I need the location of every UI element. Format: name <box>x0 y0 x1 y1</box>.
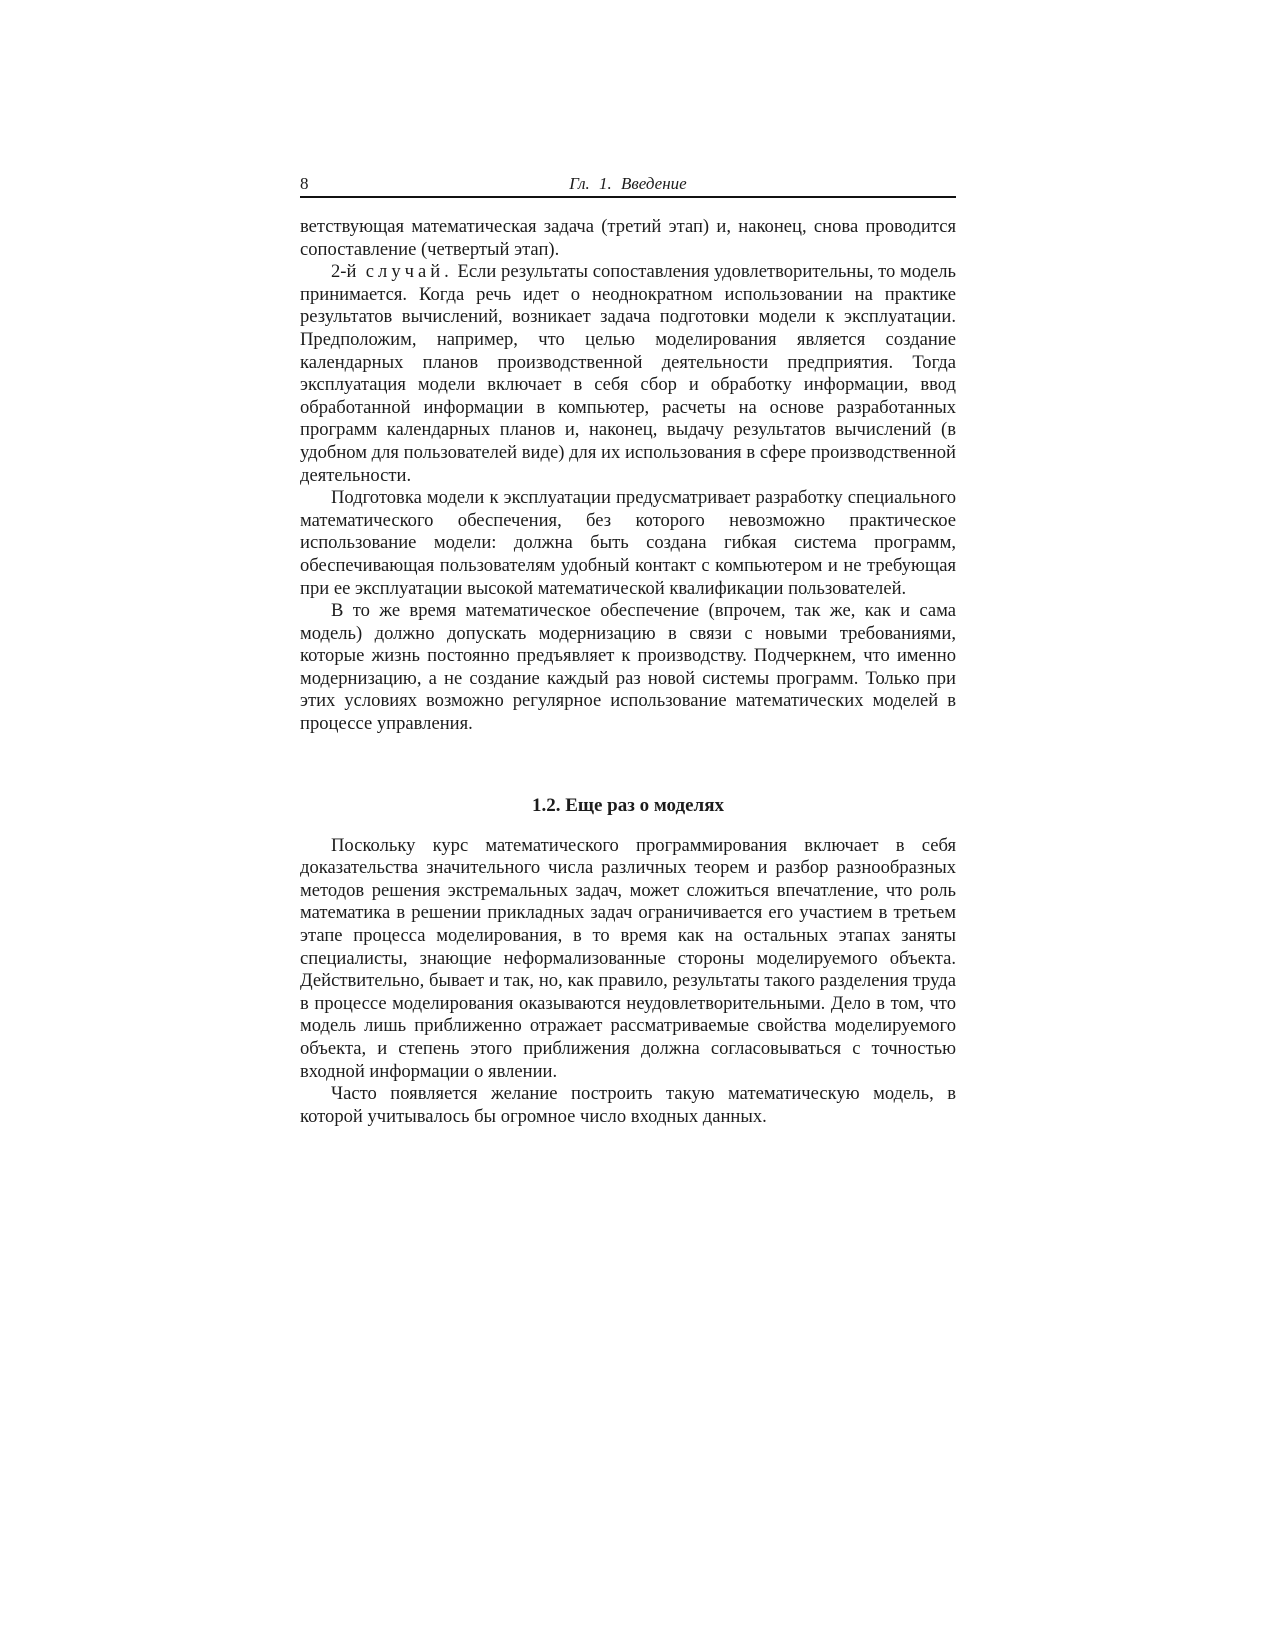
section-heading <box>300 793 956 819</box>
paragraph-continuation: ветствующая математическая задача (третий этап) и, наконец, снова проводится сопоставление (четвертый этап). <box>300 216 956 260</box>
running-header <box>300 170 956 198</box>
case-number: 2-й <box>331 261 357 283</box>
section-number: 1.2. <box>532 794 561 816</box>
paragraph-case-2 <box>300 261 956 487</box>
paragraph: Подготовка модели к эксплуатации предусматривает разработку специального математического обеспечения, без которого невозможно практическое использование модели: должна быть создана гибкая система программ, обеспечивающая пользователям удобный контакт с компьютером и не требующая при ее эксплуатации высокой математической квалификации пользователей. <box>300 487 956 599</box>
page-number: 8 <box>300 174 309 193</box>
paragraph: В то же время математическое обеспечение (впрочем, так же, как и сама модель) должно допускать модернизацию в связи с новыми требованиями, которые жизнь постоянно предъявляет к производству. Подчеркнем, что именно модернизацию, а не создание каждый раз новой системы программ. Только при этих условиях возможно регулярное использование математических моделей в процессе управления. <box>300 600 956 735</box>
paragraph: Часто появляется желание построить такую математическую модель, в которой учитывалось бы огромное число входных данных. <box>300 1083 956 1127</box>
book-page <box>300 170 956 1128</box>
case-text: Если результаты сопоставления удовлетворительны, то модель принимается. Когда речь идет о неоднократном использовании на практике результатов вычислений, возникает задача подготовки модели к эксплуатации. Предположим, например, что целью моделирования является создание календарных планов производственной деятельности предприятия. Тогда эксплуатация модели включает в себя сбор и обработку информации, ввод обработанной информации в компьютер, расчеты на основе разработанных программ календарных планов и, наконец, выдачу результатов вычислений (в удобном для пользователей виде) для их использования в сфере производственной деятельности. <box>300 261 957 486</box>
paragraph: Поскольку курс математического программирования включает в себя доказательства значительного числа различных теорем и разбор разнообразных методов решения экстремальных задач, может сложиться впечатление, что роль математика в решении прикладных задач ограничивается его участием в третьем этапе процесса моделирования, в то время как на остальных этапах заняты специалисты, знающие неформализованные стороны моделируемого объекта. Действительно, бывает и так, но, как правило, результаты такого разделения труда в процессе моделирования оказываются неудовлетворительными. Дело в том, что модель лишь приближенно отражает рассматриваемые свойства моделируемого объекта, и степень этого приближения должна согласовываться с точностью входной информации о явлении. <box>300 834 956 1082</box>
case-word: случай. <box>365 261 453 283</box>
chapter-title: Гл. 1. Введение <box>569 174 687 193</box>
body-text <box>300 216 956 1128</box>
section-title: Еще раз о моделях <box>565 794 724 816</box>
